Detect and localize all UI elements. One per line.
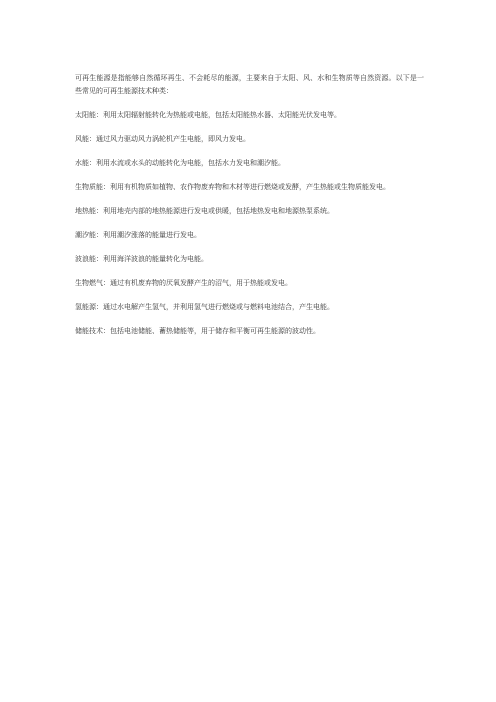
paragraph-hydro: 水能：利用水流或水头的动能转化为电能，包括水力发电和潮汐能。 <box>75 159 285 167</box>
paragraph-hydrogen: 氢能源：通过水电解产生氢气，并利用氢气进行燃烧或与燃料电池结合，产生电能。 <box>75 303 334 311</box>
paragraph-wind: 风能：通过风力驱动风力涡轮机产生电能，即风力发电。 <box>75 135 250 143</box>
paragraph-biomass: 生物质能：利用有机物质如植物、农作物废弃物和木材等进行燃烧或发酵，产生热能或生物质能发电。 <box>75 183 390 191</box>
paragraph-wave: 波浪能：利用海洋波浪的能量转化为电能。 <box>75 255 208 263</box>
paragraph-solar: 太阳能：利用太阳辐射能转化为热能或电能，包括太阳能热水器、太阳能光伏发电等。 <box>75 111 341 119</box>
paragraph-geothermal: 地热能：利用地壳内部的地热能源进行发电或供暖，包括地热发电和地源热泵系统。 <box>75 207 334 215</box>
paragraph-storage: 储能技术：包括电池储能、蓄热储能等，用于储存和平衡可再生能源的波动性。 <box>75 327 320 335</box>
paragraph-biogas: 生物燃气：通过有机废弃物的厌氧发酵产生的沼气，用于热能或发电。 <box>75 279 292 287</box>
intro-paragraph: 可再生能源是指能够自然循环再生、不会耗尽的能源，主要来自于太阳、风、水和生物质等自然资源。以下是一些常见的可再生能源技术种类： <box>75 74 424 95</box>
paragraph-tidal: 潮汐能：利用潮汐涨落的能量进行发电。 <box>75 231 201 239</box>
